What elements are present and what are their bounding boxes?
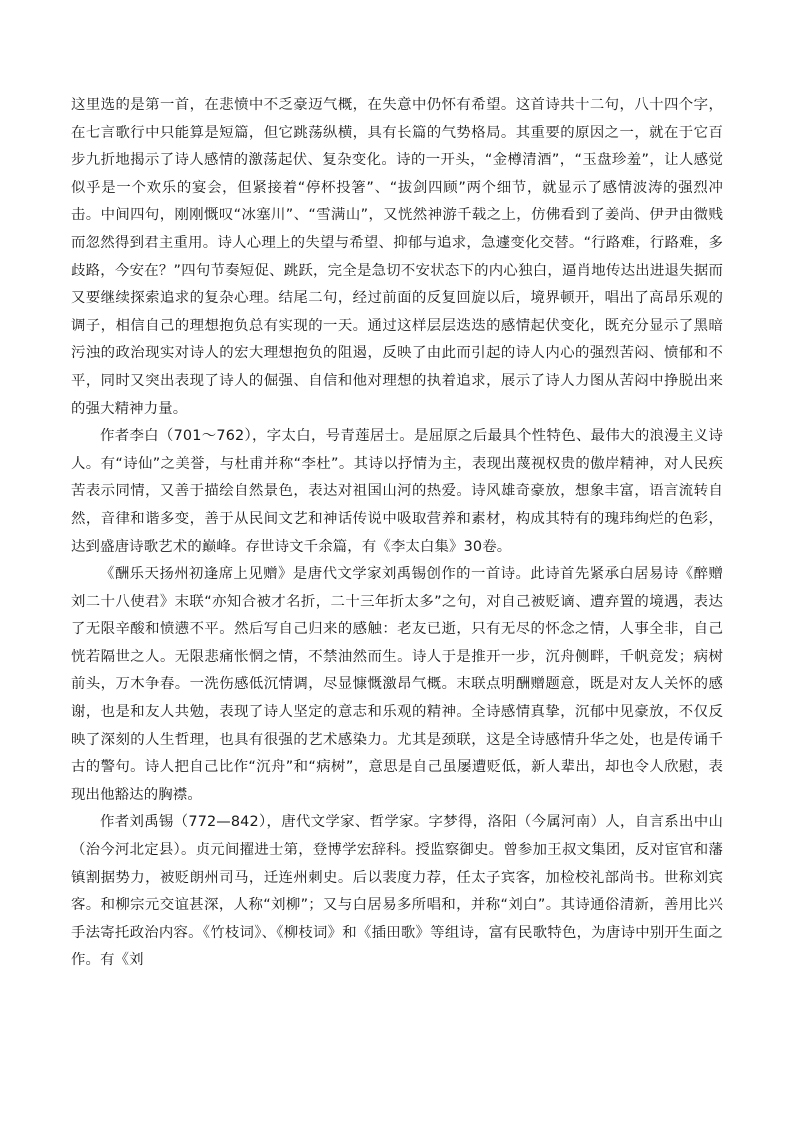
paragraph-author-li-bai: 作者李白（701～762），字太白，号青莲居士。是屈原之后最具个性特色、最伟大的浪漫主义诗人。有“诗仙”之美誉，与杜甫并称“李杜”。其诗以抒情为主，表现出蔑视权贵的傲岸精神，对人民疾苦表示同情，又善于描绘自然景色，表达对祖国山河的热爱。诗风雄奇豪放，想象丰富，语言流转自然，音律和谐多变，善于从民间文艺和神话传说中吸取营养和素材，构成其特有的瑰玮绚烂的色彩，达到盛唐诗歌艺术的巅峰。存世诗文千余篇，有《李太白集》30卷。 [71,428,723,555]
paragraph-poem-analysis-xinglunan: 这里选的是第一首，在悲愤中不乏豪迈气概，在失意中仍怀有希望。这首诗共十二句，八十四个字，在七言歌行中只能算是短篇，但它跳荡纵横，具有长篇的气势格局。其重要的原因之一，就在于它百步九折地揭示了诗人感情的激荡起伏、复杂变化。诗的一开头，“金樽清酒”，“玉盘珍羞”，让人感觉似乎是一个欢乐的宴会，但紧接着“停杯投箸”、“拔剑四顾”两个细节，就显示了感情波涛的强烈冲击。中间四句，刚刚慨叹“冰塞川”、“雪满山”，又恍然神游千载之上，仿佛看到了姜尚、伊尹由微贱而忽然得到君主重用。诗人心理上的失望与希望、抑郁与追求，急遽变化交替。“行路难，行路难，多歧路，今安在？”四句节奏短促、跳跃，完全是急切不安状态下的内心独白，逼肖地传达出进退失据而又要继续探索追求的复杂心理。结尾二句，经过前面的反复回旋以后，境界顿开，唱出了高昂乐观的调子，相信自己的理想抱负总有实现的一天。通过这样层层迭迭的感情起伏变化，既充分显示了黑暗污浊的政治现实对诗人的宏大理想抱负的阻遏，反映了由此而引起的诗人内心的强烈苦闷、愤郁和不平，同时又突出表现了诗人的倔强、自信和他对理想的执着追求，展示了诗人力图从苦闷中挣脱出来的强大精神力量。 [71,97,723,417]
paragraph-poem-analysis-choule-tian: 《酬乐天扬州初逢席上见赠》是唐代文学家刘禹锡创作的一首诗。此诗首先紧承白居易诗《醉赠刘二十八使君》末联“亦知合被才名折，二十三年折太多”之句，对自己被贬谪、遭弃置的境遇，表达了无限辛酸和愤懑不平。然后写自己归来的感触：老友已逝，只有无尽的怀念之情，人事全非，自己恍若隔世之人。无限悲痛怅惘之情，不禁油然而生。诗人于是推开一步，沉舟侧畔，千帆竞发；病树前头，万木争春。一洗伤感低沉情调，尽显慷慨激昂气概。末联点明酬赠题意，既是对友人关怀的感谢，也是和友人共勉，表现了诗人坚定的意志和乐观的精神。全诗感情真挚，沉郁中见豪放，不仅反映了深刻的人生哲理，也具有很强的艺术感染力。尤其是颈联，这是全诗感情升华之处，也是传诵千古的警句。诗人把自己比作“沉舟”和“病树”，意思是自己虽屡遭贬低，新人辈出，却也令人欣慰，表现出他豁达的胸襟。 [71,566,723,803]
document-body [71,92,723,975]
paragraph-author-liu-yuxi: 作者刘禹锡（772—842），唐代文学家、哲学家。字梦得，洛阳（今属河南）人，自言系出中山（治今河北定县）。贞元间擢进士第，登博学宏辞科。授监察御史。曾参加王叔文集团，反对宦官和藩镇割据势力，被贬朗州司马，迁连州刺史。后以裴度力荐，任太子宾客，加检校礼部尚书。世称刘宾客。和柳宗元交谊甚深，人称“刘柳”；又与白居易多所唱和，并称“刘白”。其诗通俗清新，善用比兴手法寄托政治内容。《竹枝词》、《柳枝词》和《插田歌》等组诗，富有民歌特色，为唐诗中别开生面之作。有《刘 [71,814,723,969]
